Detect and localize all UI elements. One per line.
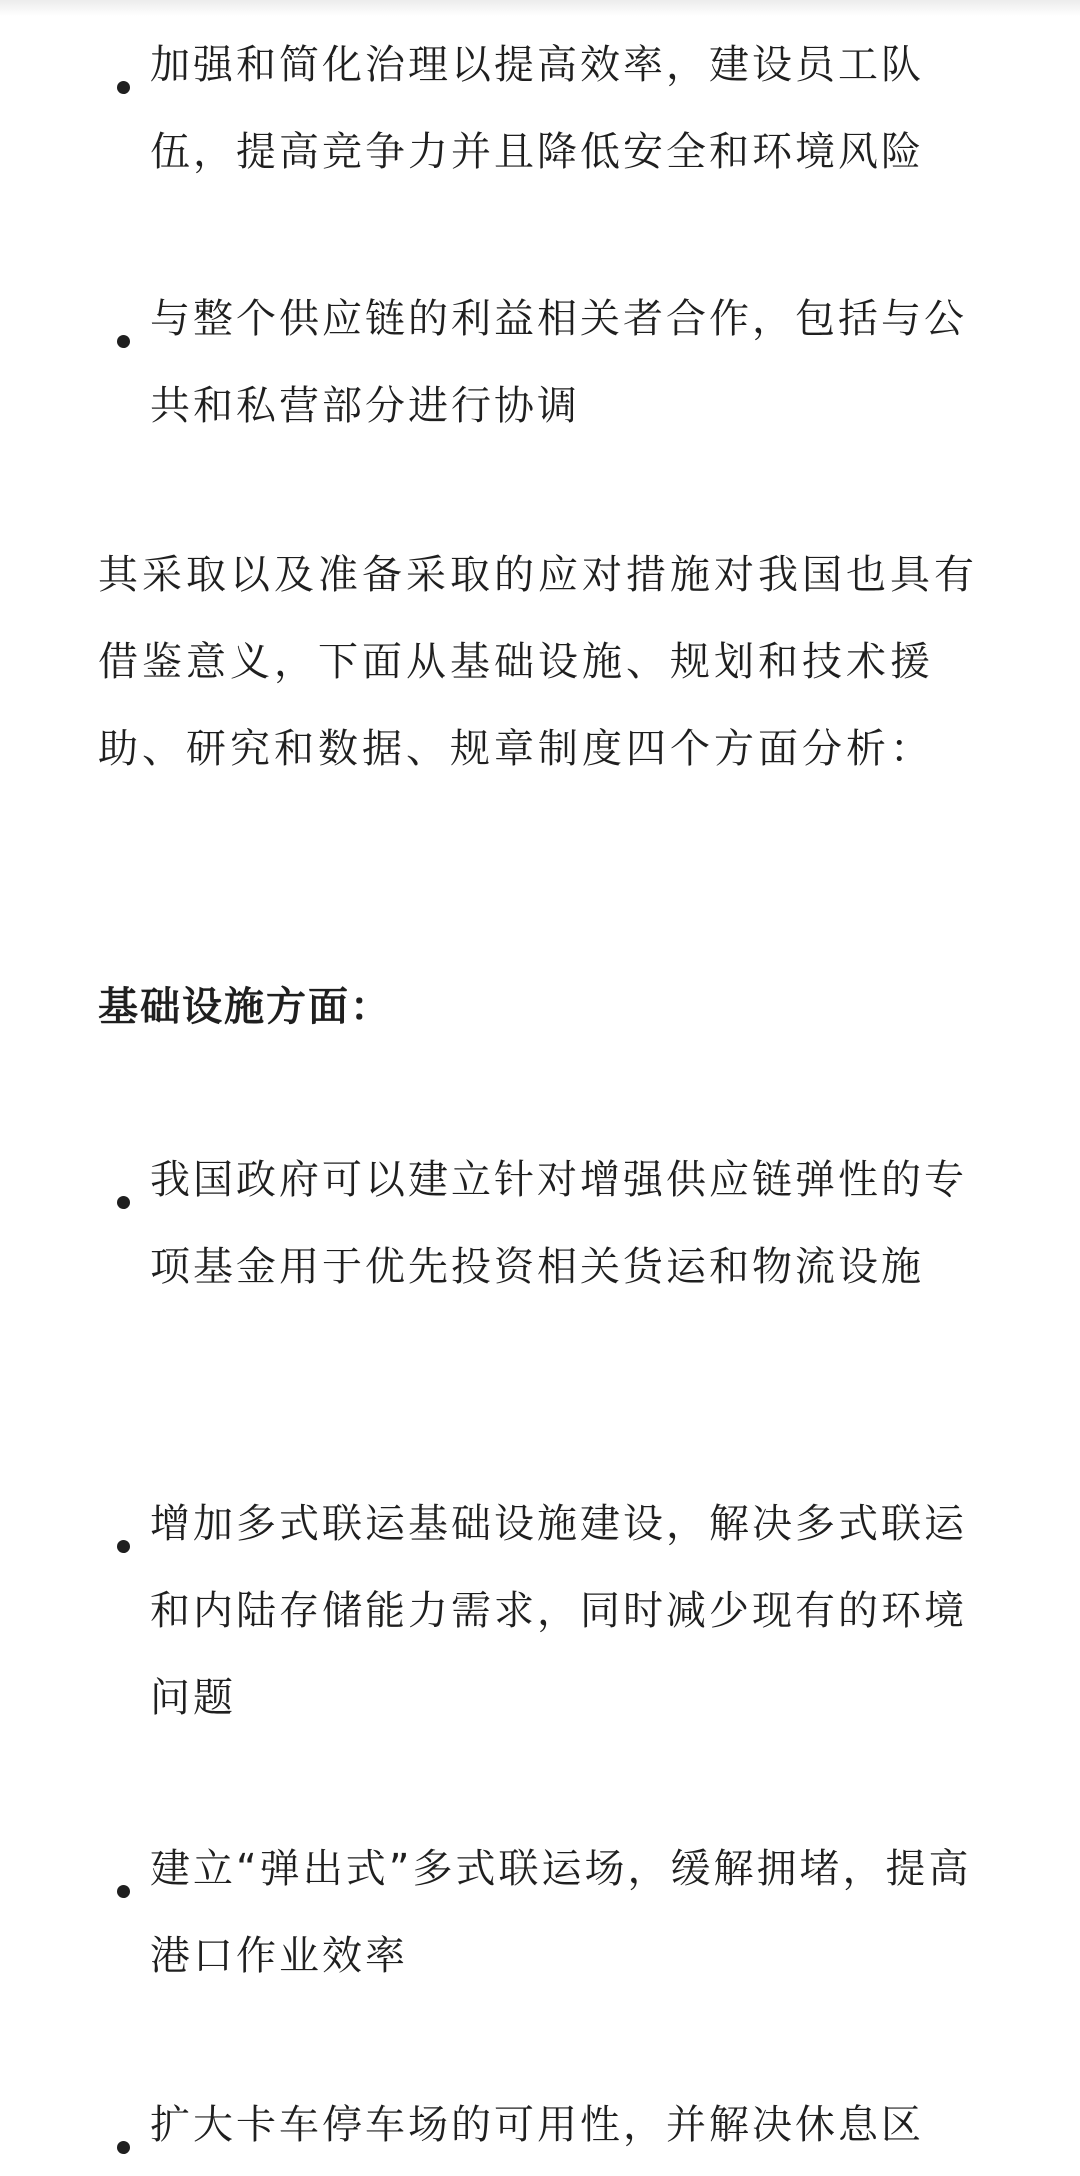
section-heading: 基础设施方面： [98,984,392,1030]
bullet-dot-icon [117,81,130,94]
list-item-text: 扩大卡车停车场的可用性，并解决休息区 [150,2102,924,2148]
list-item-text: 增加多式联运基础设施建设，解决多式联运和内陆存储能力需求，同时减少现有的环境问题 [150,1501,967,1721]
bullet-dot-icon [117,1885,130,1898]
top-edge-shadow [0,0,1080,16]
bullet-dot-icon [117,1196,130,1209]
list-item-text: 建立“弹出式”多式联运场，缓解拥堵，提高港口作业效率 [150,1846,972,1979]
list-item-text: 我国政府可以建立针对增强供应链弹性的专项基金用于优先投资相关货运和物流设施 [150,1157,967,1290]
bullet-dot-icon [117,1540,130,1553]
list-item-text: 加强和简化治理以提高效率，建设员工队伍，提高竞争力并且降低安全和环境风险 [150,42,924,175]
bullet-dot-icon [117,335,130,348]
list-item-text: 与整个供应链的利益相关者合作，包括与公共和私营部分进行协调 [150,296,967,429]
analysis-paragraph: 其采取以及准备采取的应对措施对我国也具有借鉴意义，下面从基础设施、规划和技术援助、研究和数据、规章制度四个方面分析： [98,552,978,772]
bullet-dot-icon [117,2141,130,2154]
